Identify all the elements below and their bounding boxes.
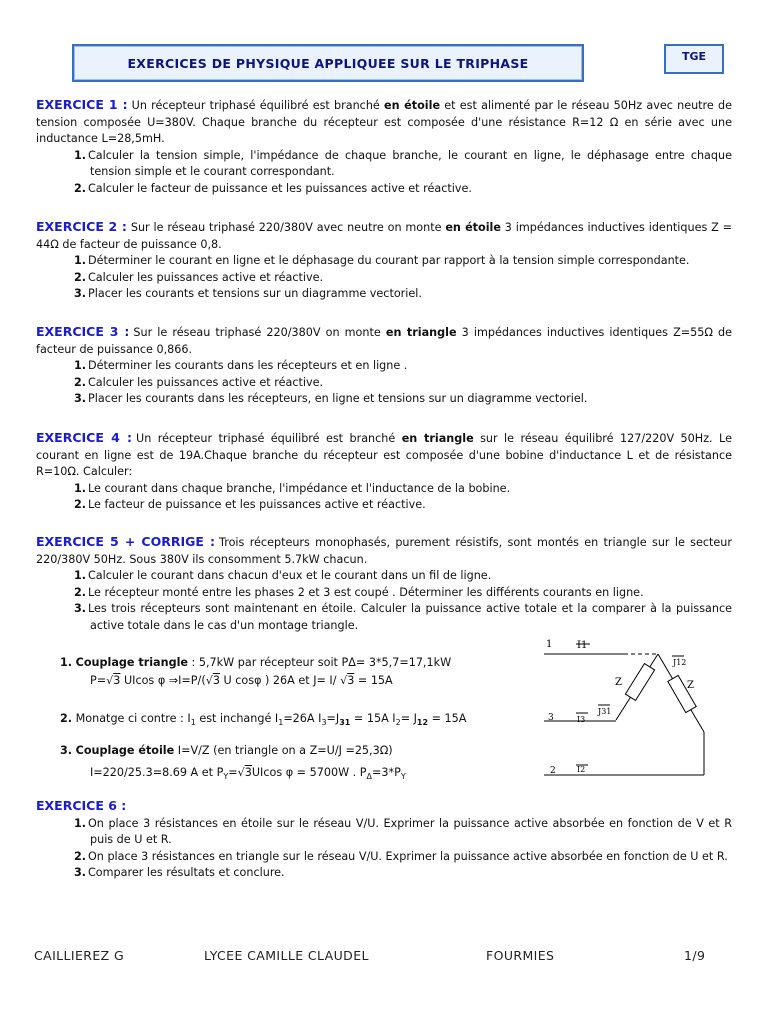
exercise-4-label: EXERCICE 4 :: [36, 430, 133, 445]
formula-part: = 15A: [428, 712, 467, 725]
exercise-3: [36, 324, 732, 408]
question-text: Comparer les résultats et conclure.: [88, 866, 285, 879]
subscript: 31: [339, 718, 351, 728]
formula-part: est inchangé I: [195, 712, 279, 725]
sqrt-3: 3: [347, 674, 355, 687]
subscript: 3: [321, 718, 327, 728]
exercise-3-question-2: [74, 375, 732, 392]
question-text: Le courant dans chaque branche, l'impédance et l'inductance de la bobine.: [88, 481, 511, 495]
sqrt-3: 3: [113, 674, 121, 687]
impedance-left: [625, 664, 654, 701]
solution-2: [60, 711, 466, 730]
question-text: Placer les courants et tensions sur un diagramme vectoriel.: [88, 287, 422, 300]
j31-label: J31: [598, 707, 612, 716]
exercise-3-questions: [36, 358, 732, 408]
exercise-1-questions: [36, 148, 732, 198]
question-number: 2.: [74, 181, 87, 195]
exercise-2-intro-bold: en étoile: [445, 221, 501, 234]
exercise-6-question-2: [74, 849, 732, 866]
question-number: 1.: [74, 148, 87, 162]
class-tag-text: TGE: [681, 50, 707, 63]
j12-label: J12: [673, 658, 687, 667]
question-number: 2.: [74, 270, 87, 284]
exercise-5-intro: [36, 534, 732, 568]
solution-3-title: Couplage étoile: [75, 744, 175, 757]
formula-part: U cosφ ) 26A et J= I/: [219, 674, 341, 687]
exercise-1-question-1: [74, 148, 732, 181]
question-number: 1.: [74, 816, 87, 830]
solution-1-text: : 5,7kW par récepteur soit PΔ= 3*5,7=17,1kW: [188, 656, 452, 669]
formula-part: =J: [326, 712, 340, 725]
exercise-6-intro: [36, 798, 732, 816]
triangle-circuit-diagram: [536, 632, 720, 782]
exercise-5-intro-a: Trois récepteurs monophasés, purement résistifs, sont montés en triangle sur le secteur 220/380V 50Hz. Sous 380V ils consomment 5.7kW chacun.: [36, 536, 732, 566]
solution-3-number: 3.: [60, 744, 73, 757]
question-text: Calculer la tension simple, l'impédance de chaque branche, le courant en ligne, le déphasage entre chaque tension simple et le courant correspondant.: [88, 148, 732, 178]
solution-1-title: Couplage triangle: [75, 656, 188, 669]
formula-part: UIcos φ = 5700W . P: [251, 766, 367, 779]
exercise-2-questions: [36, 253, 732, 303]
i1-label: I1: [577, 640, 588, 651]
subscript: 2: [395, 718, 401, 728]
question-text: Calculer le courant dans chacun d'eux et le courant dans un fil de ligne.: [88, 569, 492, 582]
subscript: Δ: [366, 772, 373, 782]
exercise-3-intro-b: 3 impédances inductives identiques Z=55Ω de facteur de puissance 0,866.: [36, 326, 732, 356]
exercise-3-question-1: [74, 358, 732, 375]
exercise-3-label: EXERCICE 3 :: [36, 324, 130, 339]
question-text: Calculer le facteur de puissance et les puissances active et réactive.: [88, 181, 472, 195]
question-number: 1.: [74, 481, 87, 495]
exercise-2-intro-b: 3 impédances inductives identiques Z = 44Ω de facteur de puissance 0,8.: [36, 221, 733, 251]
subscript: 1: [278, 718, 284, 728]
exercise-3-intro-bold: en triangle: [385, 326, 457, 339]
formula-part: =26A I: [283, 712, 322, 725]
formula-part: Monatge ci contre : I: [75, 712, 191, 725]
exercise-5-label: EXERCICE 5 + CORRIGE :: [36, 534, 216, 549]
formula-part: = 15A I: [350, 712, 396, 725]
question-text: Le récepteur monté entre les phases 2 et 3 est coupé . Déterminer les différents courants en ligne.: [88, 585, 644, 599]
exercise-3-question-3: [74, 391, 732, 408]
line-3-label: 3: [548, 713, 554, 723]
formula-part: UIcos φ ⇒I=P/(: [123, 674, 206, 687]
exercise-1-intro-a: Un récepteur triphasé équilibré est branché: [131, 99, 385, 112]
question-text: Les trois récepteurs sont maintenant en étoile. Calculer la puissance active totale et la comparer à la puissance active totale dans le cas d'un montage triangle.: [88, 602, 732, 632]
sqrt-3: 3: [244, 766, 252, 779]
line-2-label: 2: [550, 766, 556, 776]
exercise-5-question-3: [74, 601, 732, 634]
question-text: On place 3 résistances en triangle sur le réseau V/U. Exprimer la puissance active absorbée en fonction de U et R.: [88, 849, 728, 863]
exercise-6-question-1: [74, 816, 732, 849]
exercise-5-questions: [36, 568, 732, 634]
question-text: Déterminer les courants dans les récepteurs et en ligne .: [88, 359, 408, 372]
solution-1-number: 1.: [60, 656, 73, 669]
formula-part: =: [228, 766, 238, 779]
footer-author: CAILLIEREZ G: [34, 948, 125, 963]
exercise-1-intro-bold: en étoile: [384, 99, 441, 112]
formula-part: = 15A: [354, 674, 393, 687]
exercise-6-label: EXERCICE 6 :: [36, 798, 127, 813]
exercise-2-intro-a: Sur le réseau triphasé 220/380V avec neutre on monte: [130, 221, 446, 234]
i3-label: I3: [577, 715, 586, 724]
question-number: 2.: [74, 849, 87, 863]
footer-city: FOURMIES: [486, 948, 555, 963]
subscript: 1: [190, 718, 196, 728]
exercise-2: [36, 219, 732, 303]
question-number: 1.: [74, 254, 87, 267]
solution-3-formula: I=220/25.3=8.69 A et $P_Y=√3UIcos$ φ = 5700W . $P_\Delta=3*P_Y$: [90, 766, 406, 782]
solution-1-formula: P=√3 UIcos φ ⇒I=P/(√3 U cosφ ) 26A et J= I/ √3 = 15A: [90, 674, 393, 687]
exercise-4-intro: [36, 430, 732, 481]
exercise-1-intro-b: et est alimenté par le réseau 50Hz avec neutre de tension composée U=380V. Chaque branche du récepteur est composée d'une résistance R=12 Ω en série avec une inductance L=28,5mH.: [36, 99, 733, 145]
exercise-4: [36, 430, 732, 514]
footer-page-number: 1/9: [684, 948, 706, 963]
question-text: On place 3 résistances en étoile sur le réseau V/U. Exprimer la puissance active absorbée en fonction de V et R puis de U et R.: [88, 816, 732, 846]
subscript: Y: [223, 772, 229, 782]
question-text: Déterminer le courant en ligne et le déphasage du courant par rapport à la tension simple correspondante.: [88, 254, 690, 267]
footer-school: LYCEE CAMILLE CLAUDEL: [204, 948, 369, 963]
question-number: 2.: [74, 585, 87, 599]
exercise-2-question-2: [74, 270, 732, 287]
exercise-4-intro-b: sur le réseau équilibré 127/220V 50Hz. Le courant en ligne est de 19A.Chaque branche du récepteur est composée d'une bobine d'inductance L et de résistance R=10Ω. Calculer:: [36, 432, 732, 478]
formula-part: = J: [400, 712, 417, 725]
solution-2-number: 2.: [60, 712, 73, 725]
question-text: Calculer les puissances active et réactive.: [88, 270, 324, 284]
question-text: Placer les courants dans les récepteurs, en ligne et tensions sur un diagramme vectoriel.: [88, 392, 588, 405]
exercise-2-question-3: [74, 286, 732, 303]
formula-part: P=: [90, 674, 107, 687]
class-tag: [664, 44, 724, 74]
exercise-1-label: EXERCICE 1 :: [36, 97, 128, 112]
z-left-label: Z: [615, 677, 622, 688]
exercise-5-question-2: [74, 585, 732, 602]
question-number: 2.: [74, 375, 87, 389]
subscript: 12: [416, 718, 429, 728]
exercise-1-question-2: [74, 181, 732, 198]
exercise-1-intro: [36, 97, 732, 148]
question-number: 3.: [74, 392, 87, 405]
i2-label: I2: [577, 765, 586, 774]
exercise-6-questions: [36, 816, 732, 882]
exercise-3-intro-a: Sur le réseau triphasé 220/380V on monte: [133, 326, 386, 339]
document-title-text: EXERCICES DE PHYSIQUE APPLIQUEE SUR LE TRIPHASE: [127, 55, 529, 71]
exercise-6-question-3: [74, 865, 732, 882]
exercise-5: [36, 534, 732, 634]
exercise-3-intro: [36, 324, 732, 358]
document-title: [72, 44, 584, 82]
sqrt-3: 3: [212, 674, 220, 687]
solution-3-text: I=V/Z (en triangle on a Z=U/J =25,3Ω): [174, 744, 393, 757]
exercise-4-intro-a: Un récepteur triphasé équilibré est branché: [136, 432, 402, 445]
exercise-4-intro-bold: en triangle: [401, 432, 474, 445]
question-text: Calculer les puissances active et réactive.: [88, 375, 324, 389]
solution-3: [60, 743, 393, 758]
z-right-label: Z: [687, 680, 694, 691]
solution-1: [60, 655, 451, 670]
question-number: 1.: [74, 359, 87, 372]
exercise-4-questions: [36, 481, 732, 514]
question-number: 3.: [74, 866, 87, 879]
formula-part: I=220/25.3=8.69 A et P: [90, 766, 224, 779]
exercise-6: [36, 798, 732, 882]
exercise-5-question-1: [74, 568, 732, 585]
question-text: Le facteur de puissance et les puissances active et réactive.: [88, 498, 426, 511]
question-number: 3.: [74, 602, 87, 615]
exercise-2-label: EXERCICE 2 :: [36, 219, 127, 234]
formula-part: =3*P: [372, 766, 401, 779]
exercise-2-intro: [36, 219, 732, 253]
exercise-1: [36, 97, 732, 197]
subscript: Y: [400, 772, 406, 782]
line-1-label: 1: [546, 639, 553, 650]
question-number: 3.: [74, 287, 87, 300]
question-number: 1.: [74, 569, 87, 582]
question-number: 2.: [74, 498, 87, 511]
exercise-2-question-1: [74, 253, 732, 270]
exercise-4-question-2: [74, 497, 732, 514]
exercise-4-question-1: [74, 481, 732, 498]
